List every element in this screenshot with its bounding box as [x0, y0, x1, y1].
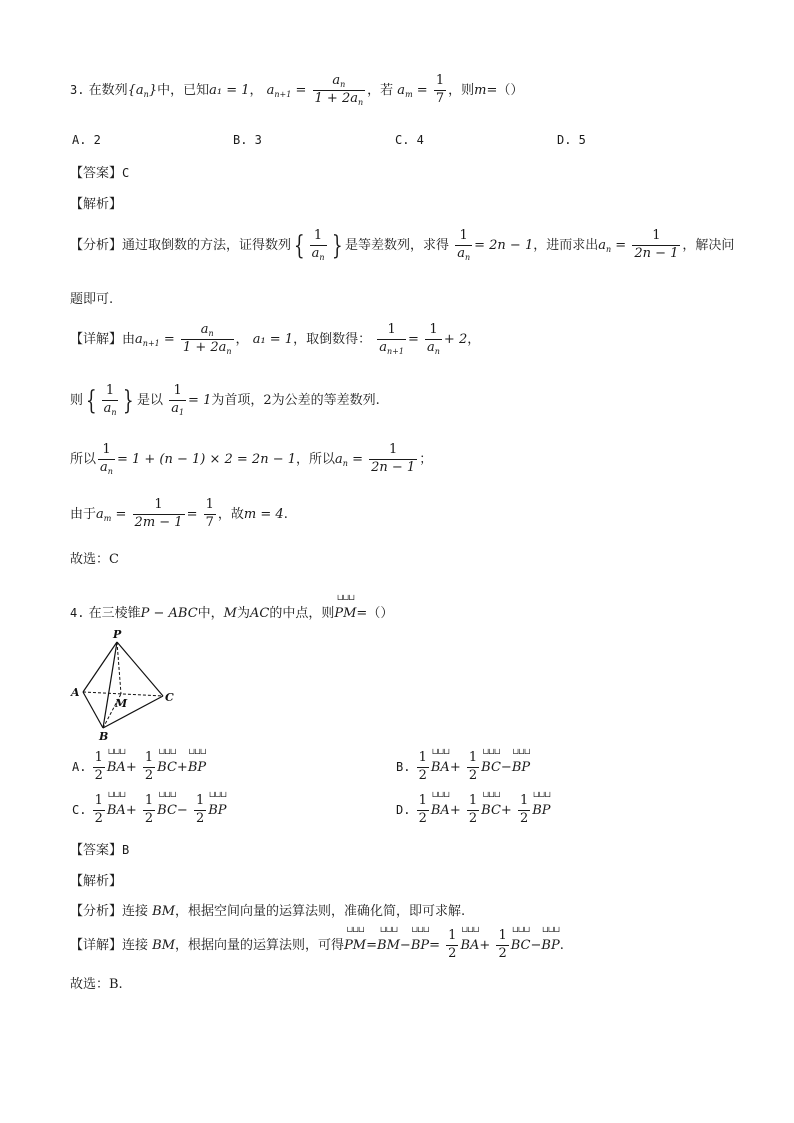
q3-line2-c: = 1: [188, 393, 212, 409]
q3-seq: $\{a_n\}$: [127, 83, 158, 100]
q4-detail: 【详解】连接 BM，根据向量的运算法则，可得⊔⊔⊔ PM=⊔⊔⊔ BM−⊔⊔⊔ BP= $\frac{1}{2}$ ⊔⊔⊔ BA+ $\frac{1}{2}$ ⊔⊔⊔ BC−⊔⊔⊔ BP.: [70, 926, 564, 962]
q3-detail-lhs: $\frac{1}{a_{n+1}}$: [379, 322, 404, 357]
q3-fenxi-text3: ，进而求出: [533, 238, 599, 254]
q4-option-a: A. $\frac{1}{2}$ ⊔⊔⊔ BA+ $\frac{1}{2}$ ⊔⊔⊔ BC+⊔⊔⊔ BP: [72, 748, 206, 784]
q3-option-c: C. 4: [395, 133, 424, 147]
q3-recurrence-lhs: $a_{n+1}$ =: [266, 83, 307, 100]
q3-detail-end: ，: [467, 332, 481, 348]
q3-line3: 所以 $\frac{1}{a_n}$ = 1 + (n − 1) × 2 = 2n − 1，所以$a_n$ = $\frac{1}{2n - 1}$ ；: [70, 442, 433, 476]
edge-ac-hidden: [83, 692, 163, 696]
q3-am: $a_m$ =: [397, 83, 428, 100]
q3-fenxi-recip2: $\frac{1}{a_n}$: [457, 228, 471, 262]
q4-option-d: D. $\frac{1}{2}$ ⊔⊔⊔ BA+ $\frac{1}{2}$ ⊔⊔⊔ BC+ $\frac{1}{2}$ ⊔⊔⊔ BP: [396, 791, 551, 827]
q4-conclusion: 故选：B.: [70, 977, 123, 992]
q3-line2-d: 为首项，2为公差的等差数列.: [211, 393, 380, 409]
q3-answer-value: C: [122, 166, 130, 180]
q4-fenxi-text1: 连接: [122, 904, 149, 919]
q4-text1: 在三棱锥: [88, 606, 141, 621]
q4-analysis-label: 【解析】: [70, 874, 123, 889]
q4-text2: 中，: [197, 606, 224, 621]
q3-answer-label: 【答案】: [70, 166, 123, 181]
q3-stem: 3. 在数列$\{a_n\}$中，已知a₁ = 1， $a_{n+1}$ = $\frac{a_n}{1 + 2a_n}$ ，若 $a_m$ = $\frac{1}{7}$ ，则m=（）: [70, 73, 524, 108]
q3-am-frac: $\frac{1}{7}$: [435, 73, 445, 107]
q3-recurrence-frac: $\frac{a_n}{1 + 2a_n}$: [314, 73, 364, 108]
q3-line2-recip: $\frac{1}{a_n}$: [103, 383, 117, 417]
q3-fenxi-text1: 通过取倒数的方法，证得数列: [122, 238, 292, 254]
q3-fenxi: 【分析】通过取倒数的方法，证得数列 { $\frac{1}{a_n}$ } 是等差数列，求得 $\frac{1}{a_n}$ = 2n − 1，进而求出$a_n$ = $\frac{1}{2n - 1}$ ，解决问: [70, 228, 735, 262]
q4-answer-label: 【答案】: [70, 843, 123, 858]
q3-line3-b: = 1 + (n − 1) × 2 = 2n − 1: [116, 452, 296, 468]
q4-detail-label: 【详解】: [70, 938, 123, 953]
q3-line3-d: ；: [419, 452, 433, 468]
q3-detail-eq-tail: + 2: [443, 332, 468, 348]
q3-line2: 则 { $\frac{1}{a_n}$ } 是以 $\frac{1}{a_1}$ = 1为首项，2为公差的等差数列.: [70, 383, 380, 417]
q4-detail-text2: ，根据向量的运算法则，可得: [175, 938, 345, 953]
q3-fenxi-text4: ，解决问: [682, 238, 735, 254]
vertex-label-p: P: [113, 628, 122, 641]
q3-line3-a: 所以: [70, 452, 97, 468]
q3-line4: 由于$a_m$ = $\frac{1}{2m - 1}$ = $\frac{1}{7}$ ，故m = 4.: [70, 497, 288, 530]
q4-option-b: B. $\frac{1}{2}$ ⊔⊔⊔ BA+ $\frac{1}{2}$ ⊔⊔⊔ BC−⊔⊔⊔ BP: [396, 748, 530, 784]
q3-option-b: B. 3: [233, 133, 262, 147]
q3-conclusion: 故选：C: [70, 552, 119, 567]
q3-m: m: [474, 83, 487, 99]
q3-analysis-label: 【解析】: [70, 197, 123, 212]
q3-blank: =（）: [486, 83, 524, 99]
q3-line4-frac2: $\frac{1}{7}$: [205, 497, 214, 530]
q3-fenxi-text2: 是等差数列，求得: [345, 238, 450, 254]
q3-detail-text1: 由: [122, 332, 136, 348]
q4-fenxi-text2: ，根据空间向量的运算法则，准确化简，即可求解.: [175, 904, 466, 919]
q3-fenxi-eq1: = 2n − 1: [474, 238, 534, 254]
q3-detail-frac: $\frac{a_n}{1 + 2a_n}$: [182, 322, 232, 357]
q4-text4: 的中点，则: [269, 606, 335, 621]
q4-pm-vector: ⊔⊔⊔ PM: [334, 594, 356, 621]
edge-pc: [117, 642, 163, 696]
q3-fenxi-recip: $\frac{1}{a_n}$: [311, 228, 325, 262]
q3-line3-recip: $\frac{1}{a_n}$: [100, 442, 113, 476]
q4-fenxi-label: 【分析】: [70, 904, 123, 919]
q3-fenxi-cont: 题即可.: [70, 292, 114, 307]
q4-fenxi: [70, 900, 465, 919]
q3-if: ，若: [367, 83, 394, 99]
vertex-label-a: A: [71, 686, 80, 699]
q3-option-a: A. 2: [72, 133, 101, 147]
q4-detail-text1: 连接: [122, 938, 149, 953]
q3-number: 3.: [70, 83, 85, 98]
q3-then: ，则: [448, 83, 475, 99]
q4-stem: [70, 594, 393, 621]
q3-line3-c: ，所以: [296, 452, 336, 468]
q4-number: 4.: [70, 606, 85, 620]
q3-detail-cond: a₁ = 1: [252, 332, 294, 348]
q3-detail-text2: ，: [235, 332, 249, 348]
median-pm: [117, 642, 121, 694]
edge-pb: [103, 642, 117, 728]
edge-pa: [83, 642, 117, 692]
q3-detail-text3: ，取倒数得：: [293, 332, 372, 348]
q3-detail-label: 【详解】: [70, 332, 123, 348]
q4-pabc: P − ABC: [140, 606, 198, 621]
q3-intro: 在数列: [88, 83, 128, 99]
vertex-label-c: C: [165, 691, 174, 704]
q3-answer: [70, 162, 129, 181]
q4-text3: 为: [236, 606, 250, 621]
q3-detail: 【详解】由$a_{n+1}$ = $\frac{a_n}{1 + 2a_n}$ ， a₁ = 1，取倒数得： $\frac{1}{a_{n+1}}$ = $\frac{1}{a_n}$ + 2，: [70, 322, 481, 357]
q3-line4-frac1: $\frac{1}{2m - 1}$: [134, 497, 183, 530]
edge-ab: [83, 692, 103, 728]
q3-option-d: D. 5: [557, 133, 586, 147]
q4-answer: [70, 839, 129, 858]
q3-detail-rhs: $\frac{1}{a_n}$: [427, 322, 440, 357]
vertex-label-b: B: [99, 730, 109, 743]
q4-option-c: C. $\frac{1}{2}$ ⊔⊔⊔ BA+ $\frac{1}{2}$ ⊔⊔⊔ BC− $\frac{1}{2}$ ⊔⊔⊔ BP: [72, 791, 227, 827]
q4-blank: =（）: [356, 606, 394, 621]
q3-line4-d: .: [283, 506, 288, 522]
q4-ac: AC: [250, 606, 270, 621]
q3-line2-b: 是以: [137, 393, 164, 409]
q3-fenxi-an: $\frac{1}{2n - 1}$: [634, 228, 679, 262]
q4-answer-value: B: [122, 843, 130, 857]
vertex-label-m: M: [115, 697, 128, 710]
q4-m: M: [223, 606, 237, 621]
q4-fenxi-bm: BM: [152, 904, 176, 919]
q3-cond1: a₁ = 1: [209, 83, 250, 99]
q3-line2-a1: $\frac{1}{a_1}$: [171, 383, 185, 417]
q3-line3-an: $\frac{1}{2n - 1}$: [371, 442, 416, 476]
q3-line4-a: 由于: [70, 506, 97, 522]
q3-mid1: 中，已知: [157, 83, 210, 99]
edge-bc: [103, 696, 163, 728]
tetrahedron-figure: [66, 628, 186, 743]
q3-line4-c: m = 4: [243, 506, 284, 522]
q3-line4-b: ，故: [217, 506, 244, 522]
q3-line2-a: 则: [70, 393, 84, 409]
q3-fenxi-label: 【分析】: [70, 238, 123, 254]
q4-detail-bm: BM: [152, 938, 176, 953]
